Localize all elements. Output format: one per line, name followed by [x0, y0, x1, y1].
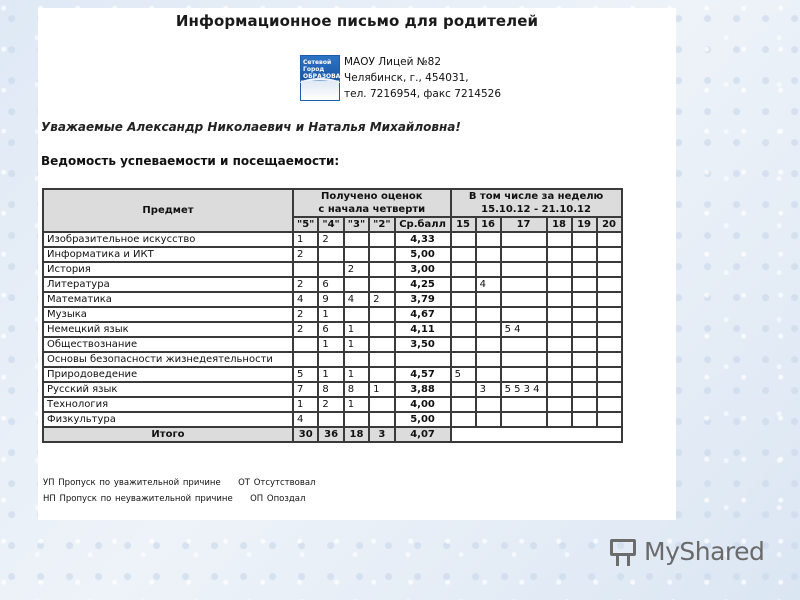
- grade-3-cell: [344, 352, 369, 367]
- day-17-cell: 5 5 3 4: [501, 382, 547, 397]
- subject-cell: Изобразительное искусство: [43, 232, 293, 247]
- table-row: [43, 232, 622, 247]
- total-grade-3: 18: [344, 427, 369, 442]
- day-19-cell: [572, 247, 597, 262]
- day-20-cell: [597, 307, 622, 322]
- col-grade-5: "5": [293, 217, 318, 232]
- grade-3-cell: 1: [344, 322, 369, 337]
- presentation-screen-icon: [608, 536, 638, 566]
- grade-2-cell: [369, 367, 394, 382]
- col-day-20: 20: [597, 217, 622, 232]
- day-17-cell: 5 4: [501, 322, 547, 337]
- day-18-cell: [547, 292, 572, 307]
- day-20-cell: [597, 337, 622, 352]
- network-city-logo: Сетевой Город ОБРАЗОВАНИЕ: [300, 55, 340, 101]
- legend-ot-code: ОТ: [238, 478, 250, 488]
- day-15-cell: [451, 382, 476, 397]
- day-18-cell: [547, 337, 572, 352]
- day-19-cell: [572, 367, 597, 382]
- school-address: Челябинск, г., 454031,: [344, 72, 469, 84]
- grade-3-cell: [344, 232, 369, 247]
- table-row: [43, 247, 622, 262]
- school-name: МАОУ Лицей №82: [344, 56, 442, 68]
- grade-2-cell: [369, 247, 394, 262]
- grade-4-cell: 2: [318, 397, 343, 412]
- average-cell: 4,00: [395, 397, 451, 412]
- day-20-cell: [597, 247, 622, 262]
- table-row: [43, 412, 622, 427]
- col-grade-2: "2": [369, 217, 394, 232]
- day-17-cell: [501, 412, 547, 427]
- average-cell: 4,57: [395, 367, 451, 382]
- average-cell: 3,00: [395, 262, 451, 277]
- average-cell: 4,11: [395, 322, 451, 337]
- day-16-cell: [476, 247, 501, 262]
- day-19-cell: [572, 412, 597, 427]
- day-16-cell: [476, 397, 501, 412]
- grade-3-cell: [344, 307, 369, 322]
- day-16-cell: 4: [476, 277, 501, 292]
- legend-up-text: Пропуск по уважительной причине: [58, 478, 221, 488]
- school-info: [344, 54, 501, 102]
- average-cell: 5,00: [395, 247, 451, 262]
- day-15-cell: [451, 412, 476, 427]
- grade-3-cell: [344, 277, 369, 292]
- grade-4-cell: [318, 352, 343, 367]
- day-20-cell: [597, 277, 622, 292]
- day-15-cell: [451, 322, 476, 337]
- day-19-cell: [572, 382, 597, 397]
- day-19-cell: [572, 352, 597, 367]
- grade-5-cell: [293, 337, 318, 352]
- legend-line-1: [43, 478, 315, 488]
- subject-cell: Физкультура: [43, 412, 293, 427]
- average-cell: [395, 352, 451, 367]
- average-cell: 4,25: [395, 277, 451, 292]
- day-19-cell: [572, 307, 597, 322]
- day-20-cell: [597, 292, 622, 307]
- day-18-cell: [547, 232, 572, 247]
- legend-np-text: Пропуск по неуважительной причине: [59, 494, 233, 504]
- day-15-cell: [451, 262, 476, 277]
- table-row: [43, 352, 622, 367]
- day-15-cell: [451, 397, 476, 412]
- day-19-cell: [572, 397, 597, 412]
- average-cell: 3,88: [395, 382, 451, 397]
- grade-2-cell: [369, 322, 394, 337]
- grade-2-cell: 2: [369, 292, 394, 307]
- day-16-cell: [476, 337, 501, 352]
- average-cell: 4,67: [395, 307, 451, 322]
- subject-cell: Русский язык: [43, 382, 293, 397]
- grade-4-cell: 2: [318, 232, 343, 247]
- col-grade-3: "3": [344, 217, 369, 232]
- grade-5-cell: 1: [293, 232, 318, 247]
- grade-5-cell: 2: [293, 322, 318, 337]
- subject-cell: Технология: [43, 397, 293, 412]
- day-17-cell: [501, 277, 547, 292]
- grade-5-cell: 1: [293, 397, 318, 412]
- day-16-cell: 3: [476, 382, 501, 397]
- average-cell: 3,50: [395, 337, 451, 352]
- grade-4-cell: 9: [318, 292, 343, 307]
- day-15-cell: [451, 247, 476, 262]
- total-grade-5: 30: [293, 427, 318, 442]
- grade-4-cell: 8: [318, 382, 343, 397]
- day-15-cell: [451, 232, 476, 247]
- subject-cell: История: [43, 262, 293, 277]
- grade-5-cell: [293, 352, 318, 367]
- day-18-cell: [547, 262, 572, 277]
- day-19-cell: [572, 337, 597, 352]
- day-20-cell: [597, 322, 622, 337]
- report-heading: Ведомость успеваемости и посещаемости:: [41, 154, 340, 168]
- day-18-cell: [547, 307, 572, 322]
- day-18-cell: [547, 322, 572, 337]
- grade-3-cell: 1: [344, 367, 369, 382]
- table-row: [43, 277, 622, 292]
- grade-2-cell: [369, 277, 394, 292]
- day-15-cell: [451, 292, 476, 307]
- legend-np-code: НП: [43, 494, 56, 504]
- day-20-cell: [597, 232, 622, 247]
- day-18-cell: [547, 412, 572, 427]
- day-17-cell: [501, 262, 547, 277]
- day-17-cell: [501, 232, 547, 247]
- myshared-watermark: [608, 533, 764, 569]
- day-15-cell: [451, 352, 476, 367]
- grade-5-cell: 4: [293, 292, 318, 307]
- grade-2-cell: [369, 352, 394, 367]
- day-20-cell: [597, 352, 622, 367]
- day-18-cell: [547, 277, 572, 292]
- grade-4-cell: [318, 247, 343, 262]
- greeting: Уважаемые Александр Николаевич и Наталья Михайловна!: [41, 120, 461, 134]
- day-18-cell: [547, 352, 572, 367]
- table-row: [43, 292, 622, 307]
- grade-4-cell: 1: [318, 367, 343, 382]
- day-16-cell: [476, 262, 501, 277]
- day-18-cell: [547, 367, 572, 382]
- total-week-blank: [451, 427, 622, 442]
- average-cell: 4,33: [395, 232, 451, 247]
- day-16-cell: [476, 352, 501, 367]
- day-16-cell: [476, 307, 501, 322]
- table-row: [43, 382, 622, 397]
- grade-2-cell: [369, 262, 394, 277]
- legend-ot-text: Отсутствовал: [253, 478, 316, 488]
- grade-5-cell: 5: [293, 367, 318, 382]
- average-cell: 5,00: [395, 412, 451, 427]
- subject-cell: Немецкий язык: [43, 322, 293, 337]
- day-17-cell: [501, 292, 547, 307]
- col-day-19: 19: [572, 217, 597, 232]
- table-row: [43, 367, 622, 382]
- day-18-cell: [547, 397, 572, 412]
- day-17-cell: [501, 337, 547, 352]
- day-20-cell: [597, 397, 622, 412]
- grade-3-cell: 1: [344, 397, 369, 412]
- day-20-cell: [597, 262, 622, 277]
- total-label: Итого: [43, 427, 293, 442]
- total-grade-2: 3: [369, 427, 394, 442]
- day-16-cell: [476, 412, 501, 427]
- grade-2-cell: [369, 232, 394, 247]
- grade-2-cell: [369, 337, 394, 352]
- subject-cell: Природоведение: [43, 367, 293, 382]
- col-grade-4: "4": [318, 217, 343, 232]
- week-header: В том числе за неделю 15.10.12 - 21.10.12: [451, 189, 622, 217]
- subject-header: Предмет: [43, 189, 293, 232]
- day-16-cell: [476, 367, 501, 382]
- day-16-cell: [476, 322, 501, 337]
- grade-4-cell: 1: [318, 337, 343, 352]
- day-17-cell: [501, 397, 547, 412]
- subject-cell: Основы безопасности жизнедеятельности: [43, 352, 293, 367]
- day-18-cell: [547, 247, 572, 262]
- grades-table: [42, 188, 623, 443]
- day-15-cell: [451, 307, 476, 322]
- day-15-cell: [451, 337, 476, 352]
- watermark-text: MyShared: [644, 536, 765, 566]
- page-title: Информационное письмо для родителей: [175, 12, 539, 30]
- school-phones: тел. 7216954, факс 7214526: [344, 88, 502, 100]
- col-day-15: 15: [451, 217, 476, 232]
- average-cell: 3,79: [395, 292, 451, 307]
- grade-3-cell: 8: [344, 382, 369, 397]
- subject-cell: Обществознание: [43, 337, 293, 352]
- day-20-cell: [597, 382, 622, 397]
- day-18-cell: [547, 382, 572, 397]
- total-grade-4: 36: [318, 427, 343, 442]
- col-day-18: 18: [547, 217, 572, 232]
- total-average: 4,07: [395, 427, 451, 442]
- grade-5-cell: 2: [293, 277, 318, 292]
- day-19-cell: [572, 232, 597, 247]
- grade-4-cell: 6: [318, 322, 343, 337]
- day-16-cell: [476, 292, 501, 307]
- grade-3-cell: [344, 247, 369, 262]
- grade-5-cell: 2: [293, 247, 318, 262]
- day-19-cell: [572, 322, 597, 337]
- grade-4-cell: 1: [318, 307, 343, 322]
- table-row: [43, 262, 622, 277]
- day-17-cell: [501, 367, 547, 382]
- subject-cell: Музыка: [43, 307, 293, 322]
- table-row: [43, 322, 622, 337]
- grades-header: Получено оценок с начала четверти: [293, 189, 451, 217]
- grade-5-cell: [293, 262, 318, 277]
- subject-cell: Информатика и ИКТ: [43, 247, 293, 262]
- col-day-17: 17: [501, 217, 547, 232]
- grade-4-cell: 6: [318, 277, 343, 292]
- grade-5-cell: 2: [293, 307, 318, 322]
- day-16-cell: [476, 232, 501, 247]
- legend-op-text: Опоздал: [266, 494, 306, 504]
- grade-2-cell: 1: [369, 382, 394, 397]
- day-17-cell: [501, 247, 547, 262]
- legend-up-code: УП: [43, 478, 55, 488]
- legend-op-code: ОП: [250, 494, 264, 504]
- table-header-row: [43, 189, 622, 217]
- day-19-cell: [572, 292, 597, 307]
- legend-line-2: [43, 494, 305, 504]
- grade-5-cell: 4: [293, 412, 318, 427]
- day-20-cell: [597, 367, 622, 382]
- document-page: [38, 8, 676, 520]
- day-19-cell: [572, 262, 597, 277]
- col-average: Ср.балл: [395, 217, 451, 232]
- grade-3-cell: 4: [344, 292, 369, 307]
- table-row: [43, 337, 622, 352]
- grade-2-cell: [369, 397, 394, 412]
- table-row: [43, 397, 622, 412]
- grade-3-cell: 1: [344, 337, 369, 352]
- subject-cell: Литература: [43, 277, 293, 292]
- day-19-cell: [572, 277, 597, 292]
- grade-5-cell: 7: [293, 382, 318, 397]
- day-20-cell: [597, 412, 622, 427]
- day-17-cell: [501, 352, 547, 367]
- day-17-cell: [501, 307, 547, 322]
- grade-3-cell: [344, 412, 369, 427]
- total-row: [43, 427, 622, 442]
- grade-4-cell: [318, 412, 343, 427]
- grade-3-cell: 2: [344, 262, 369, 277]
- grade-4-cell: [318, 262, 343, 277]
- day-15-cell: [451, 277, 476, 292]
- grade-2-cell: [369, 412, 394, 427]
- day-15-cell: 5: [451, 367, 476, 382]
- subject-cell: Математика: [43, 292, 293, 307]
- table-row: [43, 307, 622, 322]
- grade-2-cell: [369, 307, 394, 322]
- col-day-16: 16: [476, 217, 501, 232]
